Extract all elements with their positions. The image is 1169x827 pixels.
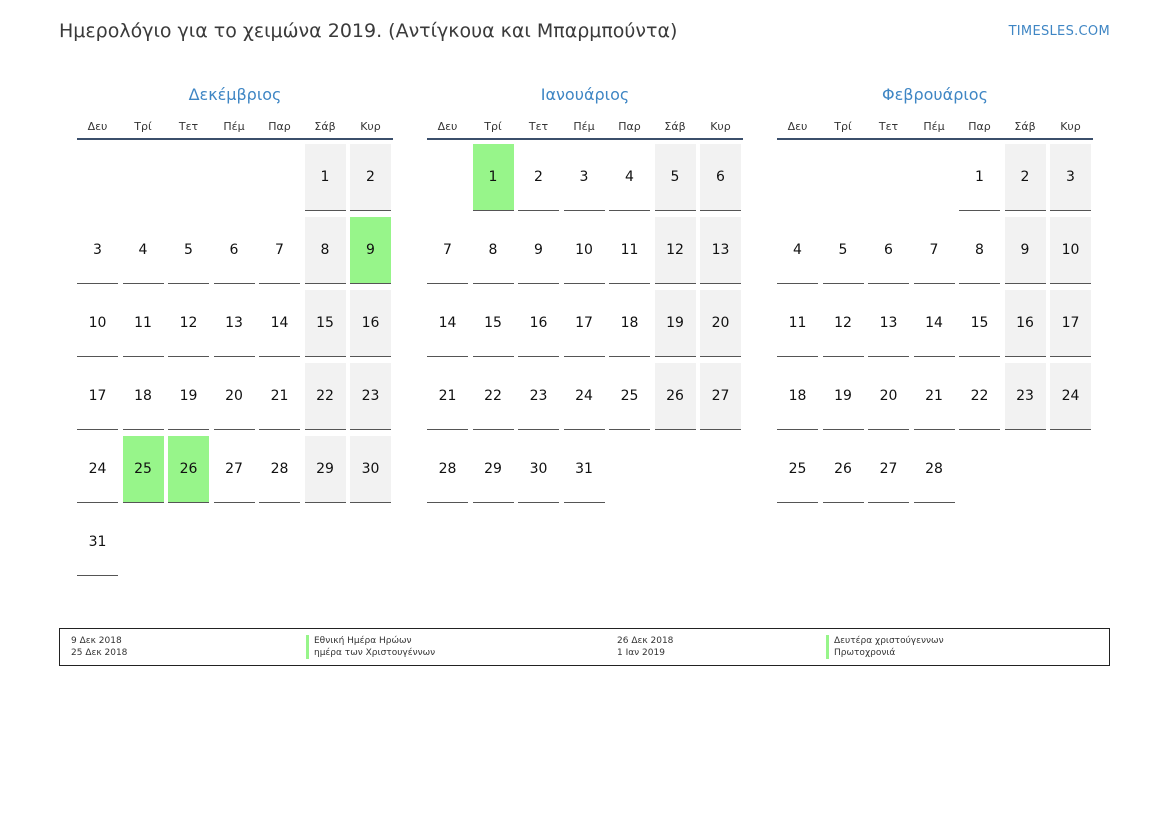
legend-holiday-name: Εθνική Ημέρα Ηρώων	[306, 635, 435, 647]
day-cell: 12	[168, 290, 209, 357]
day-cell: 31	[564, 436, 605, 503]
day-cell: 18	[123, 363, 164, 430]
day-cell: 15	[959, 290, 1000, 357]
legend-holiday-name: Πρωτοχρονιά	[826, 647, 944, 659]
day-cell: 1	[305, 144, 346, 211]
day-grid	[427, 144, 743, 509]
month-january	[427, 84, 743, 509]
weekday-label: Κυρ	[360, 119, 381, 133]
day-cell: 14	[427, 290, 468, 357]
day-cell: 26	[823, 436, 864, 503]
day-cell: 18	[609, 290, 650, 357]
day-cell: 28	[259, 436, 300, 503]
day-cell: 5	[168, 217, 209, 284]
day-cell: 9	[1005, 217, 1046, 284]
day-cell: 23	[1005, 363, 1046, 430]
holiday-day-cell: 26	[168, 436, 209, 503]
weekday-label: Παρ	[618, 119, 641, 133]
weekday-label: Δευ	[87, 119, 108, 133]
day-cell: 8	[473, 217, 514, 284]
weekday-label: Πέμ	[573, 119, 595, 133]
day-cell: 3	[1050, 144, 1091, 211]
legend-date: 25 Δεκ 2018	[71, 648, 128, 658]
weekday-label: Δευ	[787, 119, 808, 133]
weekday-label: Τρί	[134, 119, 152, 133]
month-december	[77, 84, 393, 582]
day-cell: 4	[777, 217, 818, 284]
day-cell: 24	[77, 436, 118, 503]
month-name: Δεκέμβριος	[188, 85, 282, 104]
day-cell: 4	[609, 144, 650, 211]
day-cell: 2	[1005, 144, 1046, 211]
day-cell: 10	[77, 290, 118, 357]
day-cell: 11	[609, 217, 650, 284]
day-cell: 27	[868, 436, 909, 503]
day-cell: 8	[959, 217, 1000, 284]
legend-date: 9 Δεκ 2018	[71, 636, 122, 646]
weekday-label: Κυρ	[1060, 119, 1081, 133]
day-cell: 25	[609, 363, 650, 430]
month-name: Φεβρουάριος	[882, 85, 988, 104]
day-cell: 19	[168, 363, 209, 430]
day-cell: 13	[700, 217, 741, 284]
weekday-header	[777, 114, 1093, 140]
weekday-label: Παρ	[268, 119, 291, 133]
day-cell: 19	[823, 363, 864, 430]
weekday-label: Δευ	[437, 119, 458, 133]
day-cell: 25	[777, 436, 818, 503]
day-cell: 4	[123, 217, 164, 284]
legend-names-col-2	[826, 635, 944, 659]
day-cell: 2	[350, 144, 391, 211]
day-cell: 7	[259, 217, 300, 284]
month-february	[777, 84, 1093, 509]
legend-names-col-1	[306, 635, 435, 659]
weekday-label: Σάβ	[314, 119, 336, 133]
day-cell: 11	[777, 290, 818, 357]
legend-dates-col-2	[617, 635, 673, 659]
day-cell: 27	[214, 436, 255, 503]
day-cell: 18	[777, 363, 818, 430]
day-grid	[77, 144, 393, 582]
day-cell: 21	[259, 363, 300, 430]
day-cell: 27	[700, 363, 741, 430]
day-cell: 22	[473, 363, 514, 430]
holiday-day-cell: 25	[123, 436, 164, 503]
day-cell: 16	[518, 290, 559, 357]
day-cell: 12	[823, 290, 864, 357]
day-cell: 17	[1050, 290, 1091, 357]
day-cell: 20	[868, 363, 909, 430]
day-cell: 19	[655, 290, 696, 357]
day-cell: 26	[655, 363, 696, 430]
weekday-label: Τετ	[178, 119, 199, 133]
day-cell: 15	[305, 290, 346, 357]
legend-date: 26 Δεκ 2018	[617, 636, 674, 646]
day-cell: 9	[518, 217, 559, 284]
day-cell: 8	[305, 217, 346, 284]
day-cell: 13	[214, 290, 255, 357]
day-cell: 21	[914, 363, 955, 430]
legend-dates-col-1	[71, 635, 127, 659]
day-cell: 30	[518, 436, 559, 503]
day-cell: 13	[868, 290, 909, 357]
weekday-label: Τετ	[878, 119, 899, 133]
weekday-label: Παρ	[968, 119, 991, 133]
weekday-label: Τρί	[834, 119, 852, 133]
weekday-label: Κυρ	[710, 119, 731, 133]
day-cell: 10	[564, 217, 605, 284]
day-cell: 16	[1005, 290, 1046, 357]
day-cell: 5	[655, 144, 696, 211]
day-cell: 1	[959, 144, 1000, 211]
day-cell: 5	[823, 217, 864, 284]
day-cell: 23	[350, 363, 391, 430]
day-cell: 17	[77, 363, 118, 430]
legend-date: 1 Ιαν 2019	[617, 648, 665, 658]
weekday-label: Πέμ	[223, 119, 245, 133]
day-cell: 28	[427, 436, 468, 503]
day-cell: 7	[914, 217, 955, 284]
weekday-label: Τρί	[484, 119, 502, 133]
day-cell: 6	[868, 217, 909, 284]
day-cell: 14	[259, 290, 300, 357]
day-cell: 24	[1050, 363, 1091, 430]
weekday-label: Σάβ	[1014, 119, 1036, 133]
day-cell: 29	[305, 436, 346, 503]
day-cell: 17	[564, 290, 605, 357]
day-cell: 31	[77, 509, 118, 576]
day-cell: 20	[700, 290, 741, 357]
holiday-day-cell: 1	[473, 144, 514, 211]
weekday-label: Τετ	[528, 119, 549, 133]
day-cell: 20	[214, 363, 255, 430]
day-cell: 23	[518, 363, 559, 430]
day-cell: 28	[914, 436, 955, 503]
weekday-header	[77, 114, 393, 140]
day-cell: 22	[305, 363, 346, 430]
day-grid	[777, 144, 1093, 509]
legend-holiday-name: ημέρα των Χριστουγέννων	[306, 647, 435, 659]
day-cell: 10	[1050, 217, 1091, 284]
day-cell: 16	[350, 290, 391, 357]
day-cell: 7	[427, 217, 468, 284]
day-cell: 3	[77, 217, 118, 284]
day-cell: 6	[214, 217, 255, 284]
day-cell: 29	[473, 436, 514, 503]
page-title: Ημερολόγιο για το χειμώνα 2019. (Αντίγκουα και Μπαρμπούντα)	[59, 20, 678, 42]
day-cell: 3	[564, 144, 605, 211]
day-cell: 2	[518, 144, 559, 211]
day-cell: 30	[350, 436, 391, 503]
day-cell: 12	[655, 217, 696, 284]
day-cell: 22	[959, 363, 1000, 430]
legend-holiday-name: Δευτέρα χριστούγεννων	[826, 635, 944, 647]
day-cell: 21	[427, 363, 468, 430]
day-cell: 15	[473, 290, 514, 357]
weekday-label: Πέμ	[923, 119, 945, 133]
day-cell: 11	[123, 290, 164, 357]
weekday-label: Σάβ	[664, 119, 686, 133]
day-cell: 14	[914, 290, 955, 357]
holiday-legend	[59, 628, 1110, 666]
day-cell: 6	[700, 144, 741, 211]
month-name: Ιανουάριος	[540, 85, 630, 104]
brand-link[interactable]: TIMESLES.COM	[1008, 24, 1110, 39]
day-cell: 24	[564, 363, 605, 430]
weekday-header	[427, 114, 743, 140]
holiday-day-cell: 9	[350, 217, 391, 284]
